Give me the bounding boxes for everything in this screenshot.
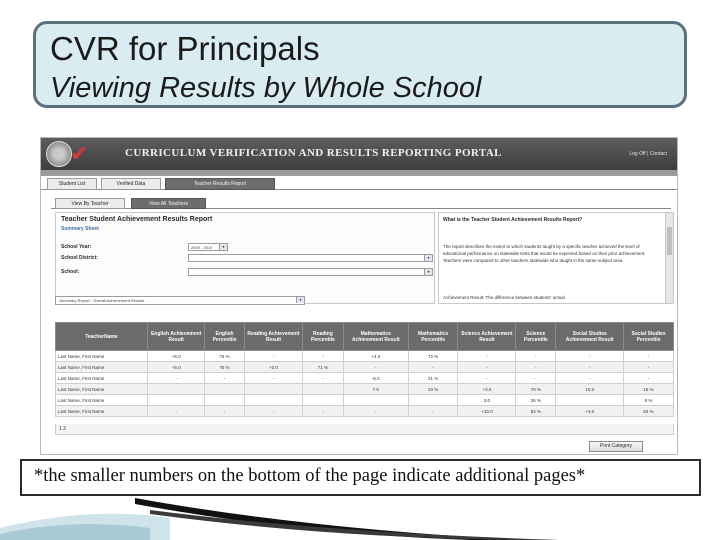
decorative-waves — [0, 488, 720, 540]
table-row — [56, 362, 674, 373]
school-label: School: — [61, 269, 80, 275]
table-cell: +4.0 — [343, 351, 408, 362]
tab-student-list[interactable]: Student List — [47, 178, 97, 190]
print-category-button[interactable]: Print Category — [589, 441, 643, 452]
table-cell: -6.0 — [343, 373, 408, 384]
table-cell: +5.0 — [148, 351, 205, 362]
col-header[interactable]: Science Percentile — [516, 323, 556, 351]
school-year-value: 2009 - 2010 — [191, 245, 213, 250]
col-header[interactable]: Mathematics Achievement Result — [343, 323, 408, 351]
table-cell: +4.0 — [556, 406, 624, 417]
report-type-select[interactable] — [55, 296, 305, 305]
table-cell: 70 % — [516, 384, 556, 395]
table-cell — [408, 395, 458, 406]
report-type-value: -Summary Report - Overall Achievement Results — [58, 298, 145, 303]
table-cell: - — [205, 373, 244, 384]
table-cell: - — [408, 406, 458, 417]
table-cell: 75 % — [205, 351, 244, 362]
table-cell: 36 % — [516, 395, 556, 406]
table-cell: - — [624, 351, 674, 362]
table-cell: 10.0 — [556, 384, 624, 395]
checkmark-logo-icon: ✔ — [70, 141, 89, 166]
table-cell — [148, 395, 205, 406]
table-cell: - — [458, 362, 516, 373]
table-cell: - — [205, 406, 244, 417]
chevron-down-icon: ▾ — [296, 297, 304, 303]
table-cell: 72 % — [408, 351, 458, 362]
table-cell: - — [556, 362, 624, 373]
table-cell: +5.0 — [148, 362, 205, 373]
table-cell: - — [343, 406, 408, 417]
table-cell: 7.0 — [343, 384, 408, 395]
school-year-label: School Year: — [61, 244, 92, 250]
table-cell: - — [556, 373, 624, 384]
table-row — [56, 351, 674, 362]
col-header[interactable]: Social Studies Achievement Result — [556, 323, 624, 351]
teacher-name-cell[interactable]: Last Name, First Name — [56, 351, 148, 362]
col-header[interactable]: Reading Percentile — [303, 323, 344, 351]
scroll-thumb[interactable] — [667, 227, 672, 255]
header-links[interactable]: Log Off | Contact — [629, 151, 667, 157]
table-cell: - — [516, 351, 556, 362]
slide-subtitle: Viewing Results by Whole School — [50, 72, 482, 104]
table-cell: - — [303, 406, 344, 417]
table-row — [56, 406, 674, 417]
slide-caption: *the smaller numbers on the bottom of the page indicate additional pages* — [20, 459, 701, 496]
table-cell: - — [303, 373, 344, 384]
table-cell: +3.0 — [458, 384, 516, 395]
chevron-down-icon: ▾ — [219, 244, 227, 250]
table-cell: - — [244, 351, 302, 362]
school-district-label: School District: — [61, 255, 98, 261]
portal-header — [41, 138, 678, 170]
table-cell: - — [303, 351, 344, 362]
help-achievement: Achievement Result: The difference between students' actual — [443, 295, 565, 300]
report-filter-panel — [55, 212, 435, 304]
table-cell: - — [624, 373, 674, 384]
teacher-name-cell[interactable]: Last Name, First Name — [56, 395, 148, 406]
table-cell: 3.0 — [458, 395, 516, 406]
col-header[interactable]: TeacherName — [56, 323, 148, 351]
col-header[interactable]: English Achievement Result — [148, 323, 205, 351]
sub-tabs — [51, 198, 671, 209]
tab-teacher-results-report[interactable]: Teacher Results Report — [165, 178, 275, 190]
table-row — [56, 395, 674, 406]
col-header[interactable]: Science Achievement Result — [458, 323, 516, 351]
table-cell — [148, 384, 205, 395]
table-cell — [244, 384, 302, 395]
table-cell — [303, 395, 344, 406]
help-text: The report describes the extent to which students taught by a specific teacher achieved the level of educational performance on statewide tests that would be expected based on their prior achievement. Teachers were compared to other teachers statewide who taught in the same subject area. — [443, 244, 646, 263]
table-cell: 75 % — [205, 362, 244, 373]
help-panel — [438, 212, 674, 304]
slide-title: CVR for Principals — [50, 30, 320, 67]
help-question: What is the Teacher Student Achievement Results Report? — [443, 217, 583, 223]
teacher-name-cell[interactable]: Last Name, First Name — [56, 362, 148, 373]
table-cell: - — [458, 351, 516, 362]
portal-screenshot — [40, 137, 678, 455]
table-cell: 71 % — [303, 362, 344, 373]
tab-view-all-teachers[interactable]: View All Teachers — [131, 198, 206, 209]
nav-band — [41, 170, 678, 176]
table-cell: - — [408, 362, 458, 373]
help-scrollbar[interactable] — [665, 213, 673, 304]
col-header[interactable]: Social Studies Percentile — [624, 323, 674, 351]
table-cell: 23 % — [408, 384, 458, 395]
report-subtitle: Summary Sheet — [61, 226, 99, 232]
chevron-down-icon: ▾ — [424, 269, 432, 275]
teacher-name-cell[interactable]: Last Name, First Name — [56, 373, 148, 384]
table-cell: +10.0 — [458, 406, 516, 417]
table-cell: 64 % — [624, 406, 674, 417]
pagination[interactable]: 1 2 — [55, 424, 674, 435]
table-cell: - — [244, 373, 302, 384]
table-cell — [343, 395, 408, 406]
chevron-down-icon: ▾ — [424, 255, 432, 261]
state-seal-icon — [46, 141, 72, 167]
slide-title-box — [33, 21, 687, 108]
table-cell — [556, 395, 624, 406]
table-cell: 21 % — [408, 373, 458, 384]
table-row — [56, 384, 674, 395]
school-select[interactable] — [188, 268, 433, 276]
school-year-select[interactable] — [188, 243, 228, 251]
table-cell: - — [516, 362, 556, 373]
table-cell: - — [516, 373, 556, 384]
table-cell: 84 % — [516, 406, 556, 417]
table-cell: 16 % — [624, 384, 674, 395]
portal-title: CURRICULUM VERIFICATION AND RESULTS REPORTING PORTAL — [125, 147, 502, 159]
table-cell: - — [148, 373, 205, 384]
table-cell — [244, 395, 302, 406]
col-header[interactable]: Mathematics Percentile — [408, 323, 458, 351]
table-cell: - — [148, 406, 205, 417]
tab-view-by-teacher[interactable]: View By Teacher — [55, 198, 125, 209]
col-header[interactable]: English Percentile — [205, 323, 244, 351]
table-cell: - — [244, 406, 302, 417]
table-cell: - — [624, 362, 674, 373]
table-cell: 8 % — [624, 395, 674, 406]
table-cell: - — [458, 373, 516, 384]
table-cell — [205, 384, 244, 395]
school-district-select[interactable] — [188, 254, 433, 262]
results-table — [55, 322, 674, 417]
teacher-name-cell[interactable]: Last Name, First Name — [56, 384, 148, 395]
table-row — [56, 373, 674, 384]
table-cell — [205, 395, 244, 406]
col-header[interactable]: Reading Achievement Result — [244, 323, 302, 351]
table-cell: +3.0 — [244, 362, 302, 373]
table-header-row — [56, 323, 674, 351]
tab-verified-data[interactable]: Verified Data — [101, 178, 161, 190]
table-cell: - — [556, 351, 624, 362]
report-title: Teacher Student Achievement Results Report — [61, 216, 213, 223]
table-cell: - — [343, 362, 408, 373]
teacher-name-cell[interactable]: Last Name, First Name — [56, 406, 148, 417]
main-tabs — [41, 178, 678, 190]
table-cell — [303, 384, 344, 395]
